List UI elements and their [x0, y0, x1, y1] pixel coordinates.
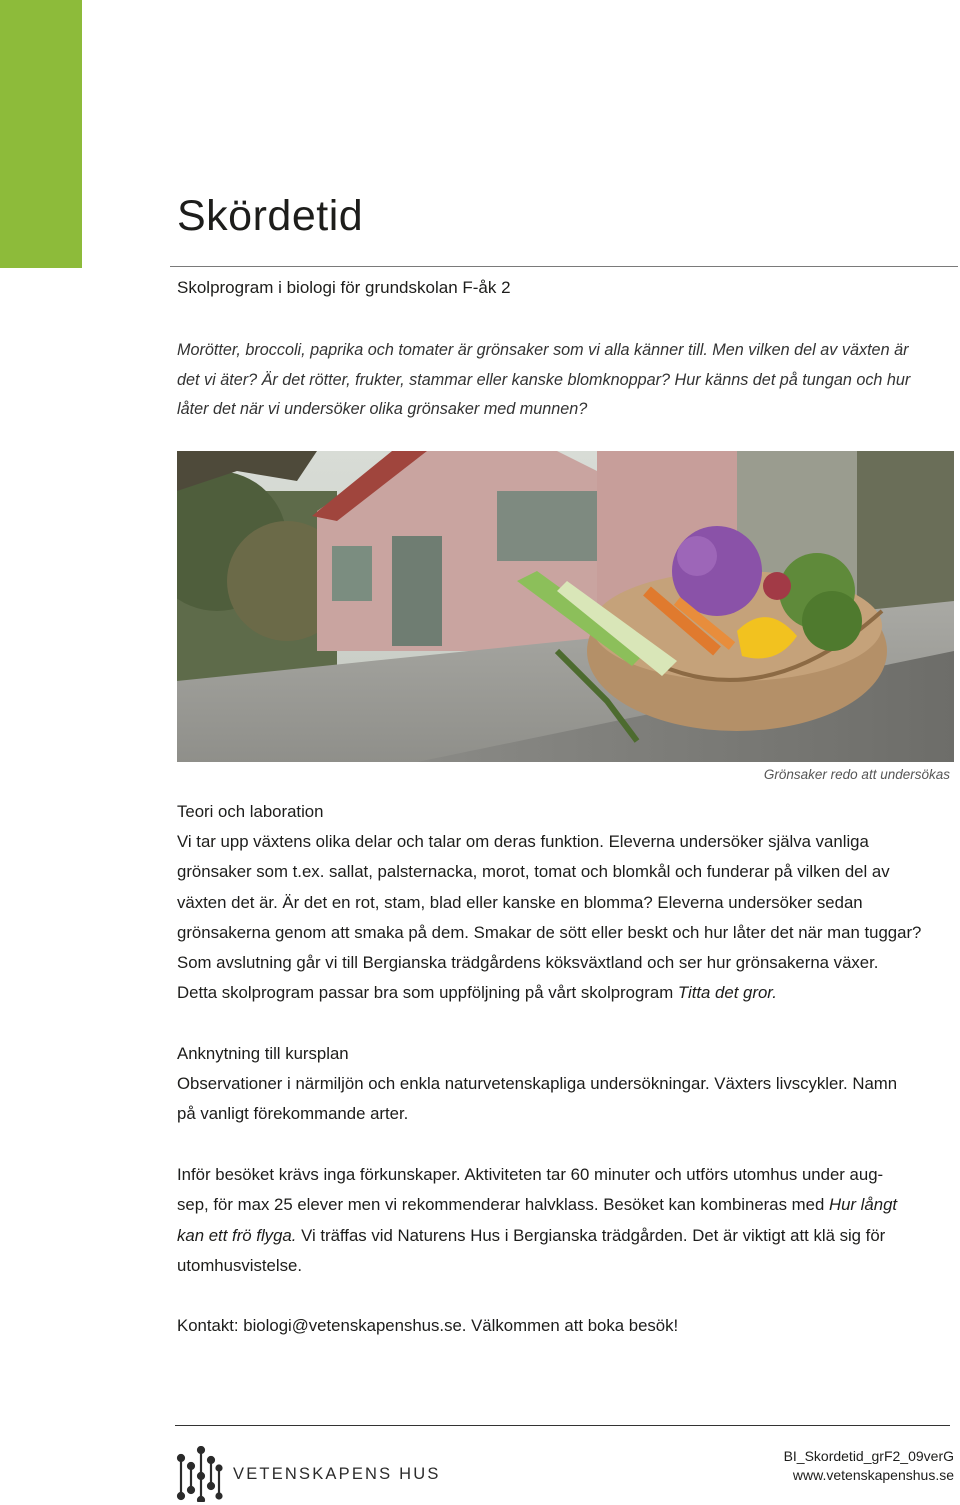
visit-italic: kan ett frö flyga. [177, 1225, 297, 1245]
vetenskapens-hus-logo [175, 1446, 441, 1502]
intro-text [177, 336, 947, 425]
theory-line: Vi tar upp växtens olika delar och talar om deras funktion. Eleverna undersöker själva vanliga [177, 832, 869, 851]
curriculum-line: på vanligt förekommande arter. [177, 1104, 409, 1124]
contact-text: biologi@vetenskapenshus.se. Välkommen att boka besök! [238, 1316, 679, 1335]
visit-section [177, 1160, 957, 1281]
visit-text: krävs inga förkunskaper. Aktiviteten tar 60 minuter och utförs utomhus under aug- [274, 1165, 884, 1184]
accent-green-block [0, 0, 82, 268]
page-title: Skördetid [177, 192, 364, 240]
intro-line: Morötter, broccoli, paprika och tomater är grönsaker som vi alla känner till. Men vilken del av växten är [177, 341, 909, 359]
visit-line [177, 1221, 957, 1251]
program-title-italic: Titta det gror. [677, 983, 777, 1003]
visit-line [177, 1190, 957, 1220]
theory-last-text: Detta skolprogram passar bra som uppföljning på vårt skolprogram [177, 983, 678, 1003]
visit-line: utomhusvistelse. [177, 1255, 302, 1275]
logo-mark-icon [175, 1446, 223, 1502]
theory-section [177, 797, 957, 1009]
footer-info [784, 1447, 954, 1485]
curriculum-section [177, 1039, 957, 1130]
visit-line [177, 1160, 957, 1190]
footer-divider [175, 1425, 950, 1426]
visit-text: Vi träffas vid Naturens Hus i Bergianska trädgården. Det är viktigt att klä sig för [296, 1225, 886, 1245]
title-divider [170, 266, 958, 267]
intro-line: låter det när vi undersöker olika grönsaker med munnen? [177, 400, 588, 418]
contact-line [177, 1311, 957, 1341]
visit-lead: Inför besöket [177, 1165, 275, 1184]
intro-line: det vi äter? Är det rötter, frukter, stammar eller kanske blomknoppar? Hur känns det på tungan och hur [177, 370, 911, 389]
visit-text: sep, för max 25 elever men vi rekommenderar halvklass. Besöket kan kombineras med [177, 1195, 829, 1215]
page-subtitle: Skolprogram i biologi för grundskolan F-åk 2 [177, 278, 511, 297]
curriculum-line: Observationer i närmiljön och enkla naturvetenskapliga undersökningar. Växters livscykler. Namn [177, 1074, 898, 1093]
theory-line [177, 978, 957, 1008]
photo-caption: Grönsaker redo att undersökas [763, 767, 950, 782]
vegetable-basket-photo [177, 451, 954, 762]
curriculum-heading: Anknytning till kursplan [177, 1044, 349, 1063]
document-code: BI_Skordetid_grF2_09verG [783, 1448, 954, 1464]
theory-line: Som avslutning går vi till Bergianska trädgårdens köksväxtland och ser hur grönsakerna växer. [177, 953, 879, 973]
theory-heading: Teori och laboration [177, 802, 324, 821]
theory-line: växten det är. Är det en rot, stam, blad eller kanske en blomma? Eleverna undersöker sedan [177, 892, 863, 912]
website-url: www.vetenskapenshus.se [792, 1467, 954, 1483]
contact-lead: Kontakt: [177, 1316, 239, 1335]
visit-italic: Hur långt [828, 1195, 898, 1215]
theory-line: grönsaker som t.ex. sallat, palsternacka, morot, tomat och blomkål och funderar på vilken del av [177, 862, 890, 882]
contact-section [177, 1311, 957, 1341]
theory-line: grönsakerna genom att smaka på dem. Smakar de sött eller beskt och hur låter det när man tuggar? [177, 922, 922, 942]
logo-text: VETENSKAPENS HUS [233, 1464, 441, 1483]
